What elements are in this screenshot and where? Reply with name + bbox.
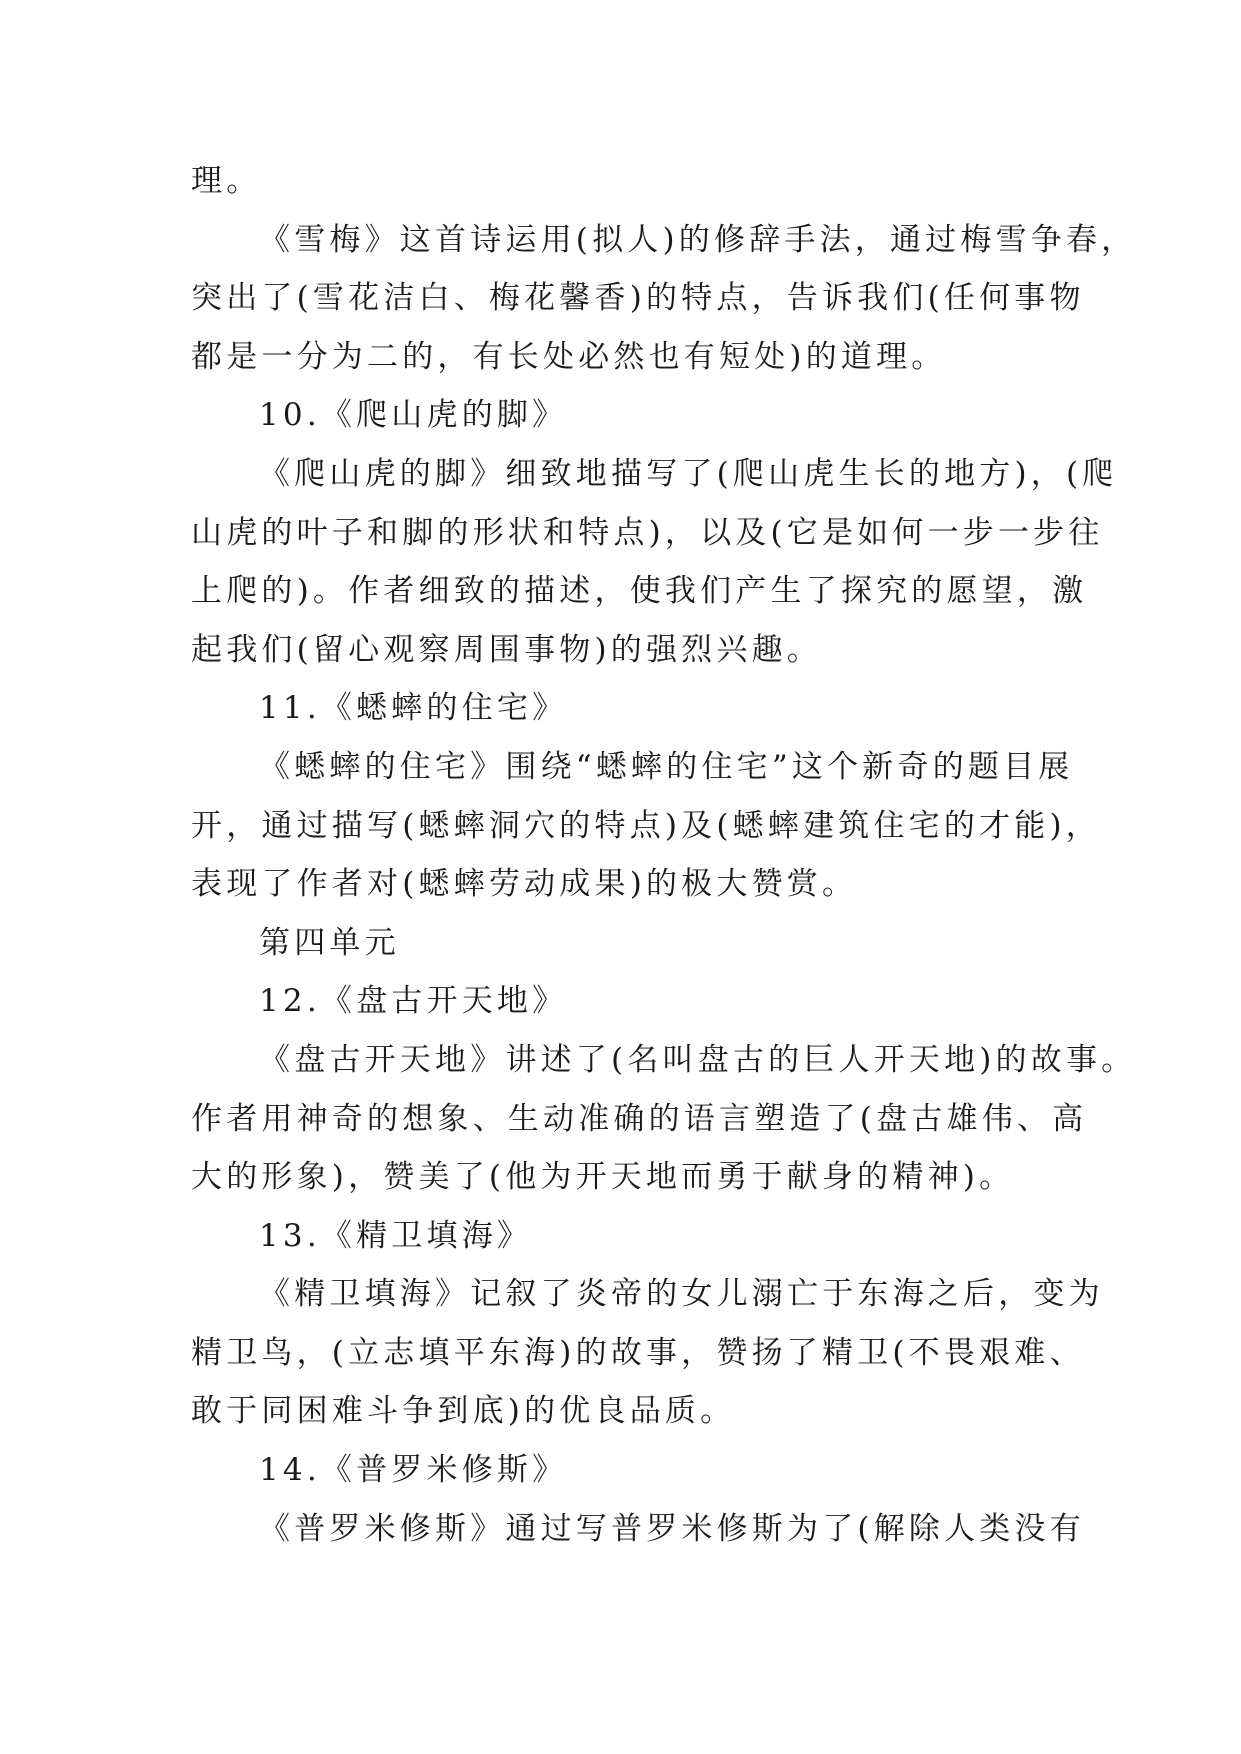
text-line: 理。 xyxy=(191,163,262,199)
section-heading: 11.《蟋蟀的住宅》 xyxy=(259,690,568,727)
text-line: 敢于同困难斗争到底)的优良品质。 xyxy=(191,1393,736,1430)
text-line: 表现了作者对(蟋蟀劳动成果)的极大赞赏。 xyxy=(191,866,858,903)
text-line: 《爬山虎的脚》细致地描写了(爬山虎生长的地方)，(爬 xyxy=(259,455,1118,492)
section-heading: 10.《爬山虎的脚》 xyxy=(259,397,568,434)
text-line: 突出了(雪花洁白、梅花馨香)的特点，告诉我们(任何事物 xyxy=(191,280,1085,317)
text-line: 开，通过描写(蟋蟀洞穴的特点)及(蟋蟀建筑住宅的才能)， xyxy=(191,807,1101,844)
text-line: 大的形象)，赞美了(他为开天地而勇于献身的精神)。 xyxy=(191,1159,1015,1196)
section-heading: 12.《盘古开天地》 xyxy=(259,983,568,1020)
section-heading: 13.《精卫填海》 xyxy=(259,1217,533,1254)
text-line: 上爬的)。作者细致的描述，使我们产生了探究的愿望，激 xyxy=(191,573,1088,610)
unit-heading: 第四单元 xyxy=(259,924,400,961)
section-heading: 14.《普罗米修斯》 xyxy=(259,1452,568,1489)
text-line: 《雪梅》这首诗运用(拟人)的修辞手法，通过梅雪争春， xyxy=(259,221,1137,258)
text-line: 都是一分为二的，有长处必然也有短处)的道理。 xyxy=(191,338,947,375)
text-line: 《盘古开天地》讲述了(名叫盘古的巨人开天地)的故事。 xyxy=(259,1041,1137,1078)
text-line: 起我们(留心观察周围事物)的强烈兴趣。 xyxy=(191,631,822,668)
text-line: 山虎的叶子和脚的形状和特点)，以及(它是如何一步一步往 xyxy=(191,514,1104,551)
text-line: 精卫鸟，(立志填平东海)的故事，赞扬了精卫(不畏艰难、 xyxy=(191,1334,1085,1371)
text-line: 《普罗米修斯》通过写普罗米修斯为了(解除人类没有 xyxy=(259,1510,1085,1547)
body-text xyxy=(191,152,1137,1558)
text-line: 《精卫填海》记叙了炎帝的女儿溺亡于东海之后，变为 xyxy=(259,1276,1104,1313)
text-line: 作者用神奇的想象、生动准确的语言塑造了(盘古雄伟、高 xyxy=(191,1100,1088,1137)
text-line: 《蟋蟀的住宅》围绕“蟋蟀的住宅”这个新奇的题目展 xyxy=(259,748,1074,785)
